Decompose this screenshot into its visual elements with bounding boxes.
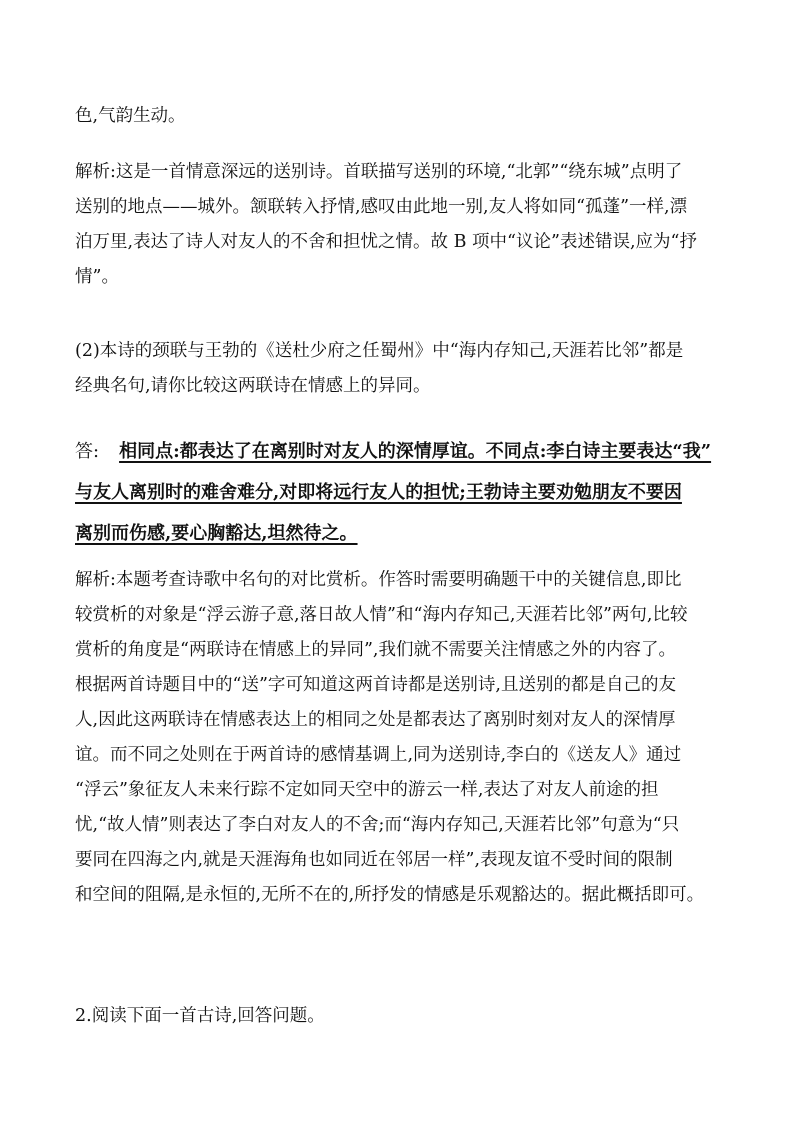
text-line: 较赏析的对象是“浮云游子意,落日故人情”和“海内存知己,天涯若比邻”两句,比较 (75, 605, 688, 625)
question-2-prompt (75, 334, 725, 404)
answer-line (75, 472, 725, 513)
answer-block (75, 431, 725, 554)
text-line: 谊。而不同之处则在于两首诗的感情基调上,同为送别诗,李白的《送友人》通过 (75, 745, 682, 765)
answer-text: 离别而伤感,要心胸豁达,坦然待之。 (75, 523, 358, 544)
text-line: 根据两首诗题目中的“送”字可知道这两首诗都是送别诗,且送别的都是自己的友 (75, 675, 676, 695)
top-fragment (75, 99, 725, 134)
text-line: “浮云”象征友人未来行踪不定如同天空中的游云一样,表达了对友人前途的担 (75, 780, 659, 800)
text-line: 色,气韵生动。 (75, 106, 186, 126)
text-line: 和空间的阻隔,是永恒的,无所不在的,所抒发的情感是乐观豁达的。据此概括即可。 (75, 885, 705, 905)
text-line: (2)本诗的颈联与王勃的《送杜少府之任蜀州》中“海内存知己,天涯若比邻”都是 (75, 341, 684, 361)
answer-line (75, 431, 725, 472)
answer-text: 与友人离别时的难舍难分,对即将远行友人的担忧;王勃诗主要劝勉朋友不要因 (75, 482, 682, 503)
text-line: 人,因此这两联诗在情感表达上的相同之处是都表达了离别时刻对友人的深情厚 (75, 710, 676, 730)
answer-line (75, 513, 725, 554)
analysis-paragraph-1 (75, 155, 725, 295)
text-line: 泊万里,表达了诗人对友人的不舍和担忧之情。故 B 项中“议论”表述错误,应为“抒 (75, 232, 697, 252)
analysis-paragraph-2 (75, 563, 725, 913)
text-line: 解析:这是一首情意深远的送别诗。首联描写送别的环境,“北郭”“绕东城”点明了 (75, 162, 683, 182)
text-line: 忧,“故人情”则表达了李白对友人的不舍;而“海内存知己,天涯若比邻”句意为“只 (75, 815, 680, 835)
text-line: 经典名句,请你比较这两联诗在情感上的异同。 (75, 376, 431, 396)
text-line: 送别的地点——城外。颔联转入抒情,感叹由此地一别,友人将如同“孤蓬”一样,漂 (75, 197, 688, 217)
answer-text: 相同点:都表达了在离别时对友人的深情厚谊。不同点:李白诗主要表达“我” (119, 441, 712, 462)
text-line: 情”。 (75, 267, 119, 287)
text-line: 2.阅读下面一首古诗,回答问题。 (75, 1006, 325, 1026)
text-line: 赏析的角度是“两联诗在情感上的异同”,我们就不需要关注情感之外的内容了。 (75, 640, 676, 660)
answer-label: 答: (75, 441, 100, 462)
text-line: 解析:本题考查诗歌中名句的对比赏析。作答时需要明确题干中的关键信息,即比 (75, 570, 682, 590)
text-line: 要同在四海之内,就是天涯海角也如同近在邻居一样”,表现友谊不受时间的限制 (75, 850, 673, 870)
question-next (75, 999, 725, 1034)
